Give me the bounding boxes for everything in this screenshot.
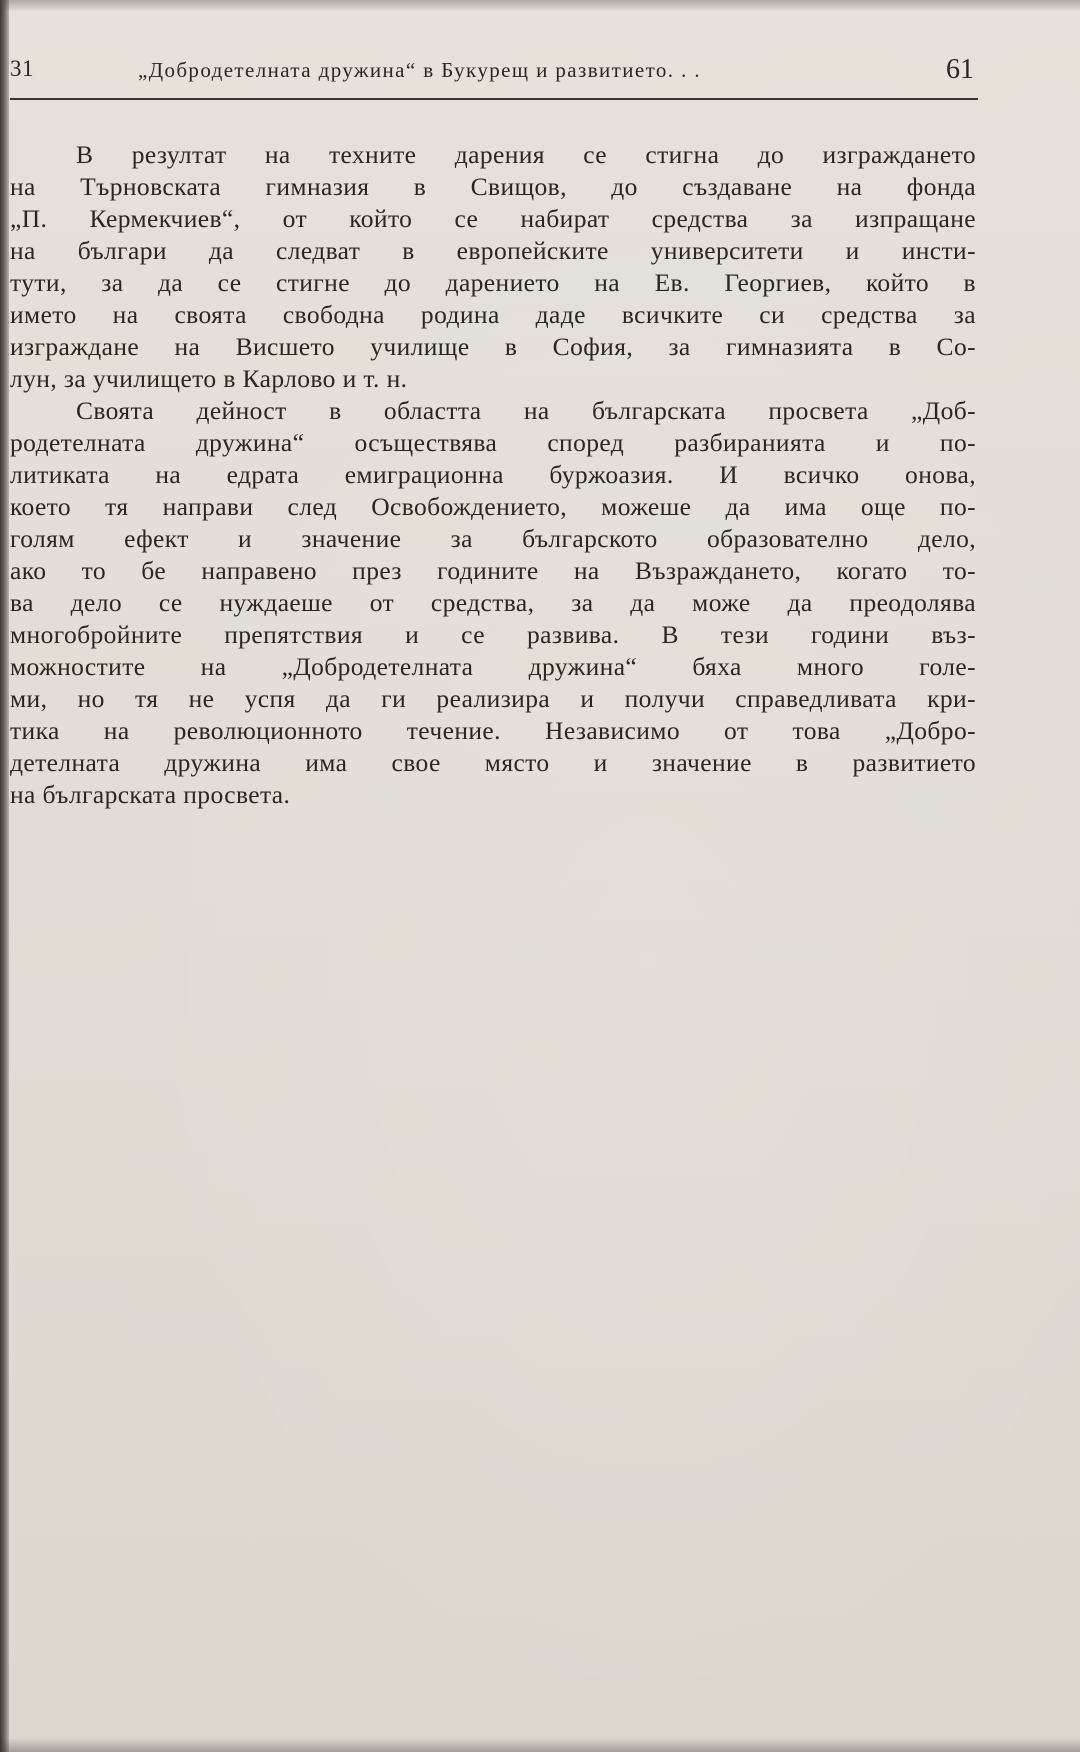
page-number: 61	[946, 54, 974, 85]
text-line: голям ефект и значение за българското образователно дело,	[10, 524, 976, 553]
text-line: можностите на „Добродетелната дружина“ бяха много голе-	[10, 652, 976, 681]
text-line: което тя направи след Освобождението, можеше да има още по-	[10, 492, 976, 521]
text-line: Своята дейност в областта на българската просвета „Доб-	[76, 396, 976, 425]
text-line: на българската просвета.	[10, 780, 291, 809]
text-line: ми, но тя не успя да ги реализира и получи справедливата кри-	[10, 684, 976, 713]
text-line: името на своята свободна родина даде всичките си средства за	[10, 300, 976, 329]
top-page-shadow	[0, 0, 1080, 12]
text-line: на Търновската гимназия в Свищов, до създаване на фонда	[10, 172, 976, 201]
paragraph-2	[10, 395, 976, 811]
bottom-page-shadow	[0, 1738, 1080, 1752]
text-line: „П. Кермекчиев“, от който се набират средства за изпращане	[10, 204, 976, 233]
paragraph-1	[10, 139, 976, 395]
text-line: литиката на едрата емиграционна буржоазия. И всичко онова,	[10, 460, 976, 489]
text-line: многобройните препятствия и се развива. В тези години въз-	[10, 620, 976, 649]
text-line: на българи да следват в европейските университети и инсти-	[10, 236, 976, 265]
book-binding-edge	[0, 0, 9, 1752]
text-line: тика на революционното течение. Независимо от това „Добро-	[10, 716, 976, 745]
header-rule	[10, 98, 978, 100]
text-line: В резултат на техните дарения се стигна до изграждането	[76, 140, 976, 169]
text-line: лун, за училището в Карлово и т. н.	[10, 364, 408, 393]
running-title: „Добродетелната дружина“ в Букурещ и развитието. . .	[138, 58, 702, 82]
text-line: ако то бе направено през годините на Възраждането, когато то-	[10, 556, 976, 585]
text-line: детелната дружина има свое място и значение в развитието	[10, 748, 976, 777]
text-line: родетелната дружина“ осъществява според разбиранията и по-	[10, 428, 976, 457]
text-line: ва дело се нуждаеше от средства, за да може да преодолява	[10, 588, 976, 617]
chapter-number: 31	[10, 56, 34, 81]
body-text	[10, 139, 976, 811]
text-line: тути, за да се стигне до дарението на Ев. Георгиев, който в	[10, 268, 976, 297]
running-head	[10, 52, 978, 92]
text-line: изграждане на Висшето училище в София, за гимназията в Со-	[10, 332, 976, 361]
